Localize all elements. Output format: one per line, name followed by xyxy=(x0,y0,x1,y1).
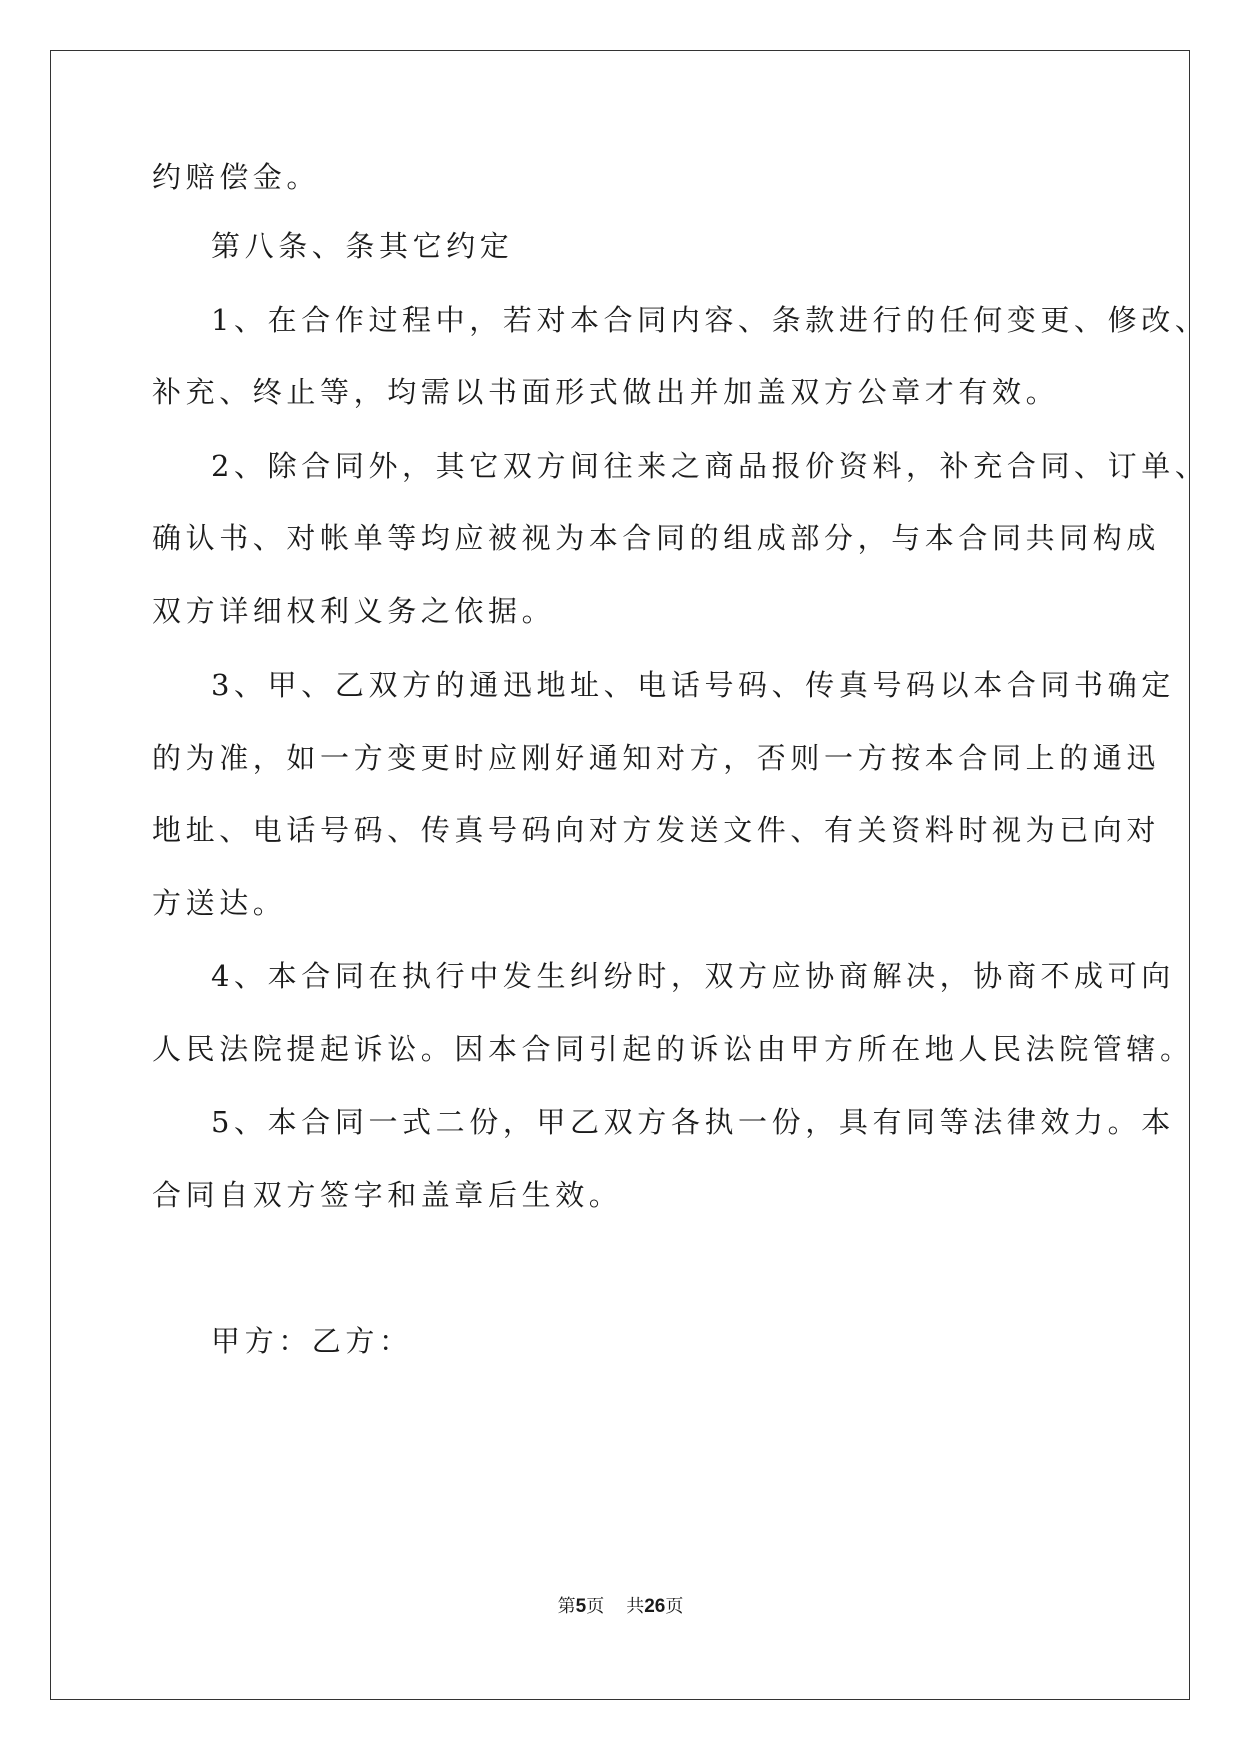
clause-1-line-2: 补充、终止等，均需以书面形式做出并加盖双方公章才有效。 xyxy=(152,375,1060,409)
clause-3-line-3: 地址、电话号码、传真号码向对方发送文件、有关资料时视为已向对 xyxy=(152,813,1161,847)
page-footer xyxy=(0,1595,1241,1619)
footer-prefix: 第 xyxy=(557,1596,576,1617)
clause-1-line-1: 1、在合作过程中，若对本合同内容、条款进行的任何变更、修改、 xyxy=(211,303,1209,337)
footer-total-suffix: 页 xyxy=(665,1596,684,1617)
clause-3-line-1: 3、甲、乙双方的通迅地址、电话号码、传真号码以本合同书确定 xyxy=(211,668,1175,702)
clause-5-line-1: 5、本合同一式二份，甲乙双方各执一份，具有同等法律效力。本 xyxy=(211,1105,1175,1139)
section-heading: 第八条、条其它约定 xyxy=(211,229,514,263)
body-text-line: 约赔偿金。 xyxy=(152,160,321,194)
clause-4-line-2: 人民法院提起诉讼。因本合同引起的诉讼由甲方所在地人民法院管辖。 xyxy=(152,1032,1194,1066)
clause-4-line-1: 4、本合同在执行中发生纠纷时，双方应协商解决，协商不成可向 xyxy=(211,959,1175,993)
clause-2-line-1: 2、除合同外，其它双方间往来之商品报价资料，补充合同、订单、 xyxy=(211,449,1209,483)
clause-3-line-2: 的为准，如一方变更时应刚好通知对方，否则一方按本合同上的通迅 xyxy=(152,741,1161,775)
clause-2-line-2: 确认书、对帐单等均应被视为本合同的组成部分，与本合同共同构成 xyxy=(152,521,1161,555)
current-page-number: 5 xyxy=(575,1596,587,1617)
footer-total-prefix: 共 xyxy=(626,1596,645,1617)
clause-2-line-3: 双方详细权利义务之依据。 xyxy=(152,594,556,628)
total-page-count: 26 xyxy=(644,1596,666,1617)
footer-page-suffix: 页 xyxy=(586,1596,605,1617)
page-border xyxy=(50,50,1190,1700)
signature-line: 甲方：乙方： xyxy=(211,1324,413,1358)
clause-3-line-4: 方送达。 xyxy=(152,886,287,920)
clause-5-line-2: 合同自双方签字和盖章后生效。 xyxy=(152,1178,623,1212)
